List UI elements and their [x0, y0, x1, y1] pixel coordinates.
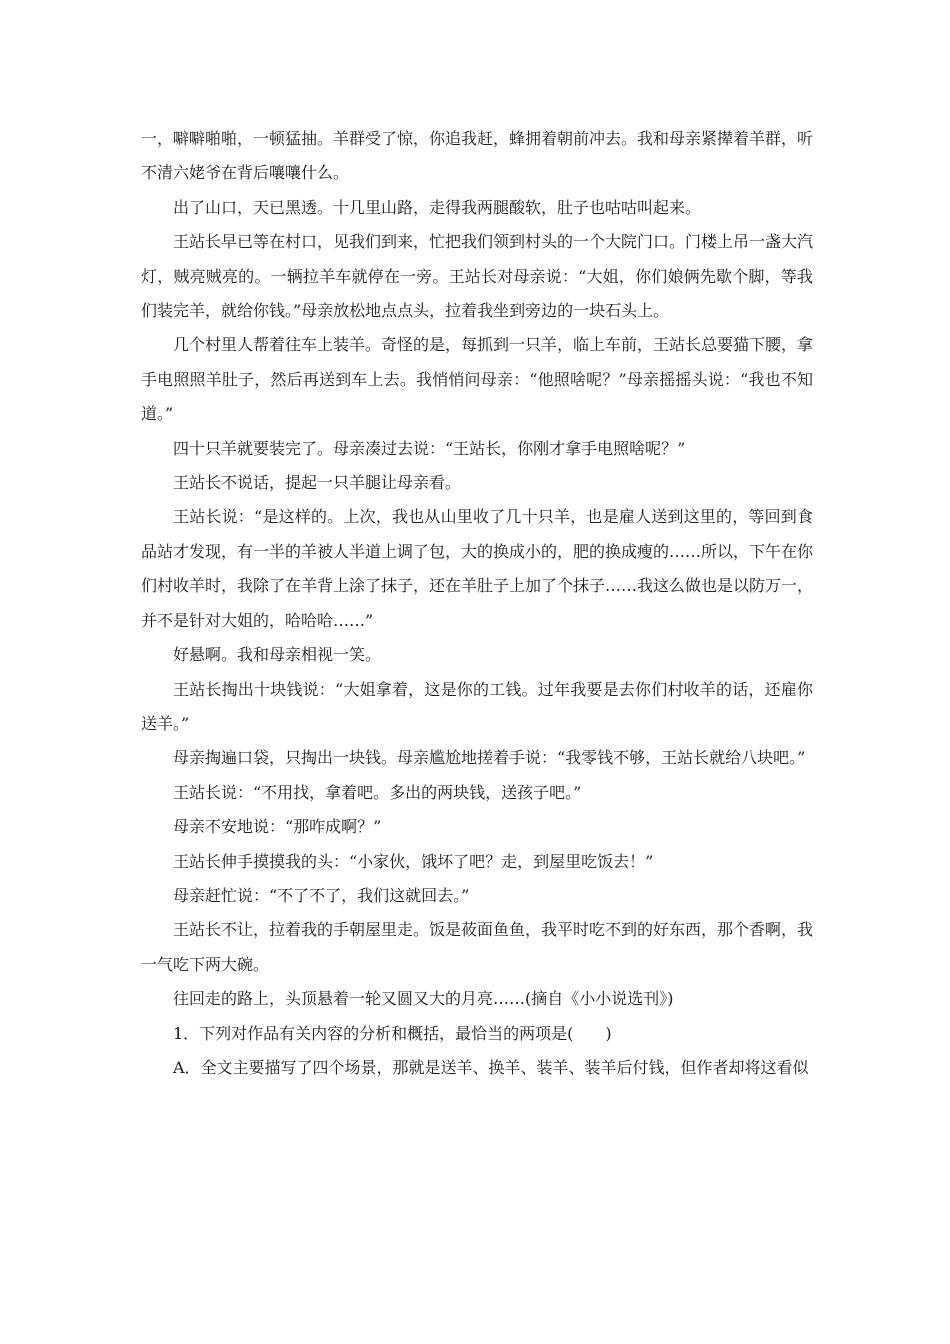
paragraph: 王站长掏出十块钱说：“大姐拿着，这是你的工钱。过年我要是去你们村收羊的话，还雇你送羊。”: [141, 679, 813, 733]
paragraph: 母亲赶忙说：“不了不了，我们这就回去。”: [173, 885, 470, 905]
question-option-a: A．全文主要描写了四个场景，那就是送羊、换羊、装羊、装羊后付钱，但作者却将这看似: [173, 1057, 809, 1077]
paragraph: 几个村里人帮着往车上装羊。奇怪的是，每抓到一只羊，临上车前，王站长总要猫下腰，拿手电照照羊肚子，然后再送到车上去。我悄悄问母亲：“他照啥呢？”母亲摇摇头说：“我也不知道。”: [141, 335, 814, 424]
paragraph: 王站长伸手摸摸我的头：“小家伙，饿坏了吧？走，到屋里吃饭去！”: [173, 851, 654, 871]
paragraph: 出了山口，天已黑透。十几里山路，走得我两腿酸软，肚子也咕咕叫起来。: [173, 197, 702, 217]
paragraph: 好悬啊。我和母亲相视一笑。: [173, 645, 382, 665]
document-body: [141, 122, 813, 1085]
paragraph-continuation: 一，噼噼啪啪，一顿猛抽。羊群受了惊，你追我赶，蜂拥着朝前冲去。我和母亲紧撵着羊群，听不清六姥爷在背后嚷嚷什么。: [141, 129, 814, 183]
paragraph: 王站长说：“不用找，拿着吧。多出的两块钱，送孩子吧。”: [173, 782, 582, 802]
paragraph: 王站长说：“是这样的。上次，我也从山里收了几十只羊，也是雇人送到这里的，等回到食品站才发现，有一半的羊被人半道上调了包，大的换成小的，肥的换成瘦的……所以，下午在你们村收羊时，我除了在羊背上涂了抹子，还在羊肚子上加了个抹子……我这么做也是以防万一，并不是针对大姐的，哈哈哈……”: [141, 507, 814, 630]
paragraph: 母亲掏遍口袋，只掏出一块钱。母亲尴尬地搓着手说：“我零钱不够，王站长就给八块吧。”: [173, 748, 806, 768]
paragraph: 王站长早已等在村口，见我们到来，忙把我们领到村头的一个大院门口。门楼上吊一盏大汽灯，贼亮贼亮的。一辆拉羊车就停在一旁。王站长对母亲说：“大姐，你们娘俩先歇个脚，等我们装完羊，就给你钱。”母亲放松地点点头，拉着我坐到旁边的一块石头上。: [141, 232, 814, 321]
paragraph-source: 往回走的路上，头顶悬着一轮又圆又大的月亮……(摘自《小小说选刊》): [173, 989, 674, 1009]
question-stem: 1．下列对作品有关内容的分析和概括，最恰当的两项是( ): [173, 1023, 612, 1043]
paragraph: 王站长不说话，提起一只羊腿让母亲看。: [173, 473, 462, 493]
paragraph: 王站长不让，拉着我的手朝屋里走。饭是莜面鱼鱼，我平时吃不到的好东西，那个香啊，我一气吃下两大碗。: [141, 920, 814, 974]
paragraph: 四十只羊就要装完了。母亲凑过去说：“王站长，你刚才拿手电照啥呢？”: [173, 438, 686, 458]
paragraph: 母亲不安地说：“那咋成啊？”: [173, 817, 382, 837]
